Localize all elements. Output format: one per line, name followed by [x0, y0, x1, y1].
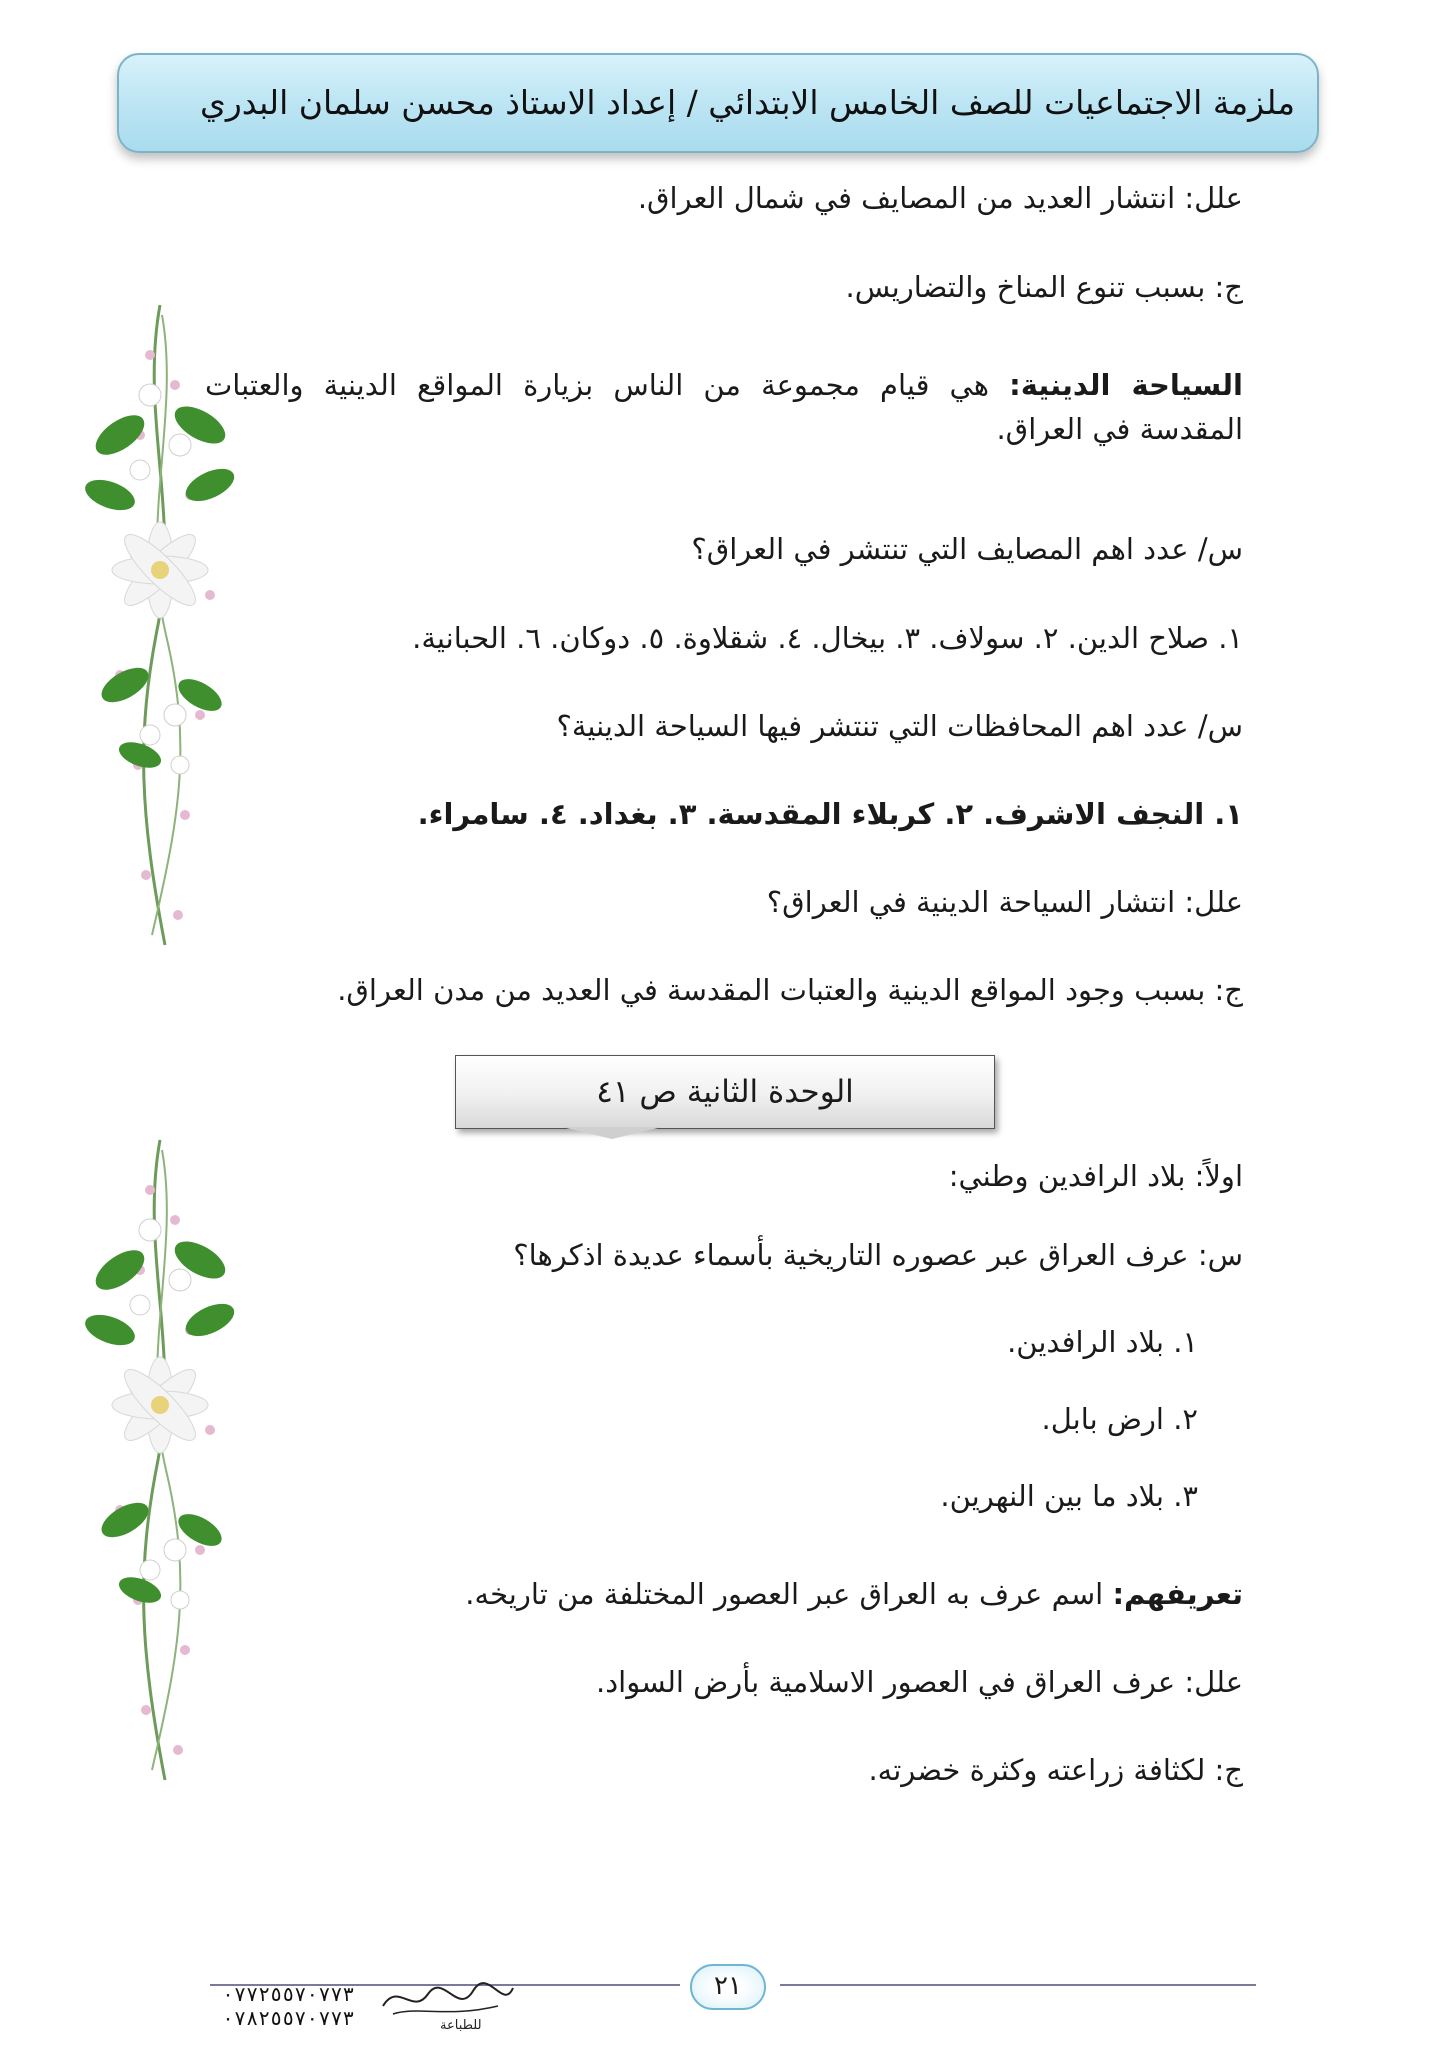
section-heading: اولاً: بلاد الرافدين وطني: [948, 1159, 1243, 1193]
page-title: ملزمة الاجتماعيات للصف الخامس الابتدائي / إعداد الاستاذ محسن سلمان البدري [200, 83, 1295, 122]
question-line: علل: عرف العراق في العصور الاسلامية بأرض السواد. [596, 1665, 1243, 1699]
contact-phones [222, 1982, 354, 2030]
answer-list-line: ١. النجف الاشرف. ٢. كربلاء المقدسة. ٣. بغداد. ٤. سامراء. [417, 797, 1243, 831]
question-line: علل: انتشار العديد من المصايف في شمال العراق. [637, 181, 1243, 215]
definition-term: السياحة الدينية: [1009, 368, 1243, 402]
phone-number: ٠٧٧٢٥٥٧٠٧٧٣ [222, 1982, 355, 2006]
printer-label: للطباعة [440, 2018, 482, 2033]
question-line: س/ عدد اهم المحافظات التي تنتشر فيها السياحة الدينية؟ [556, 709, 1243, 743]
answer-line: ج: بسبب تنوع المناخ والتضاريس. [845, 270, 1243, 304]
answer-list-line: ١. صلاح الدين. ٢. سولاف. ٣. بيخال. ٤. شقلاوة. ٥. دوكان. ٦. الحبانية. [412, 621, 1243, 655]
footer-divider [780, 1984, 1256, 1986]
definition-paragraph [205, 363, 1243, 451]
list-item: ٢. ارض بابل. [1041, 1402, 1198, 1436]
list-item: ١. بلاد الرافدين. [1007, 1325, 1198, 1359]
floral-vine-decoration [80, 295, 240, 955]
list-item: ٣. بلاد ما بين النهرين. [940, 1479, 1198, 1513]
page-number: ٢١ [690, 1964, 766, 2010]
unit-heading-box: الوحدة الثانية ص ٤١ [455, 1055, 995, 1129]
unit-box-pointer [562, 1127, 662, 1139]
question-line: س: عرف العراق عبر عصوره التاريخية بأسماء عديدة اذكرها؟ [513, 1238, 1243, 1272]
definition-text: هي قيام مجموعة من الناس بزيارة المواقع الدينية والعتبات المقدسة في العراق. [205, 368, 1243, 446]
answer-line: ج: لكثافة زراعته وكثرة خضرته. [868, 1753, 1243, 1787]
definition-line [465, 1572, 1243, 1616]
header-banner [117, 53, 1319, 153]
floral-vine-decoration [80, 1130, 240, 1790]
answer-line: ج: بسبب وجود المواقع الدينية والعتبات المقدسة في العديد من مدن العراق. [337, 973, 1243, 1007]
definition-term: تعريفهم: [1112, 1577, 1243, 1611]
question-line: س/ عدد اهم المصايف التي تنتشر في العراق؟ [691, 532, 1243, 566]
definition-text: اسم عرف به العراق عبر العصور المختلفة من تاريخه. [465, 1577, 1113, 1611]
question-line: علل: انتشار السياحة الدينية في العراق؟ [766, 885, 1243, 919]
phone-number: ٠٧٨٢٥٥٧٠٧٧٣ [222, 2006, 355, 2030]
